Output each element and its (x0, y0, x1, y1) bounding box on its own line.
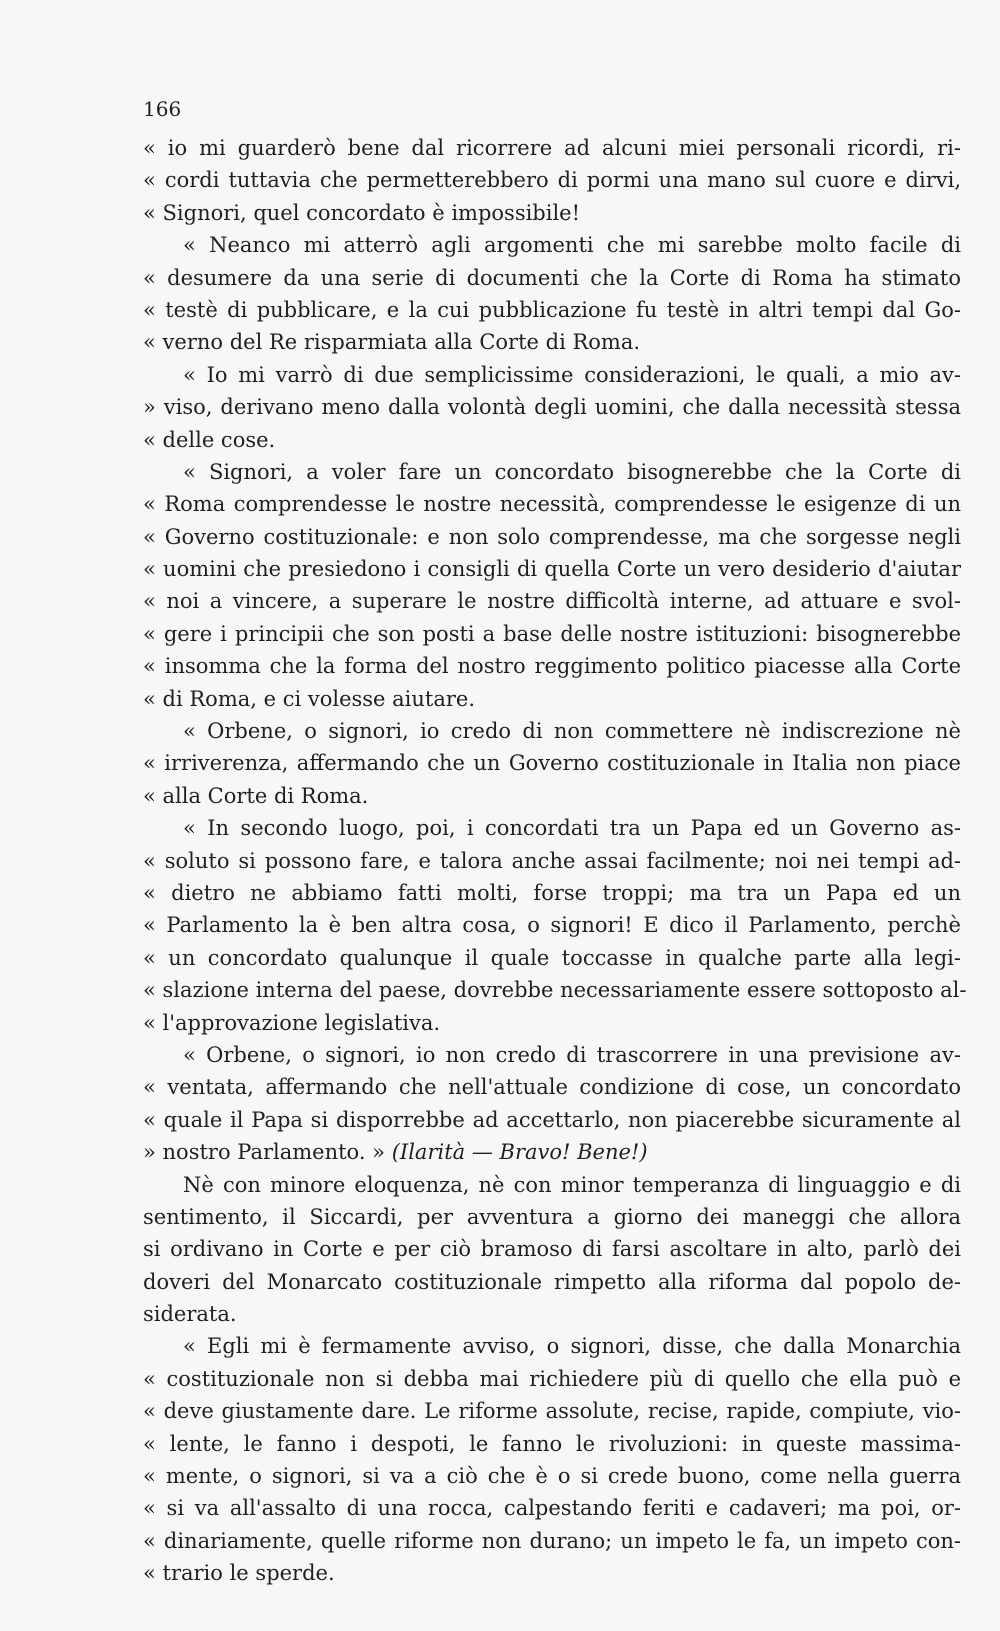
text-line: « delle cose. (143, 427, 276, 452)
text-line: « Orbene, o signori, io credo di non commettere nè indiscrezione nè (183, 719, 961, 744)
text-line: « slazione interna del paese, dovrebbe necessariamente essere sottoposto al- (143, 978, 967, 1003)
text-line: Nè con minore eloquenza, nè con minor temperanza di linguaggio e di (183, 1172, 961, 1197)
page-number: 166 (143, 97, 182, 121)
text-line: « alla Corte di Roma. (143, 783, 369, 808)
text-line: « si va all'assalto di una rocca, calpestando feriti e cadaveri; ma poi, or- (143, 1496, 961, 1521)
text-line: « Roma comprendesse le nostre necessità, comprendesse le esigenze di un (143, 492, 961, 517)
text-line: » viso, derivano meno dalla volontà degli uomini, che dalla necessità stessa (143, 395, 961, 420)
reaction-note: (Ilarità — Bravo! Bene!) (391, 1140, 648, 1165)
text-line: « deve giustamente dare. Le riforme assolute, recise, rapide, compiute, vio- (143, 1399, 961, 1424)
text-line: « Orbene, o signori, io non credo di trascorrere in una previsione av- (183, 1042, 961, 1067)
text-line: « cordi tuttavia che permetterebbero di pormi una mano sul cuore e dirvi, (143, 168, 961, 193)
text-line: « verno del Re risparmiata alla Corte di Roma. (143, 330, 641, 355)
text-line: « Signori, quel concordato è impossibile! (143, 200, 581, 225)
text-line: « dinariamente, quelle riforme non durano; un impeto le fa, un impeto con- (143, 1528, 961, 1553)
text-line: « l'approvazione legislativa. (143, 1010, 441, 1035)
text-line: « io mi guarderò bene dal ricorrere ad alcuni miei personali ricordi, ri- (143, 136, 961, 160)
text-line: « lente, le fanno i despoti, le fanno le rivoluzioni: in queste massima- (143, 1431, 961, 1456)
text-line: « Governo costituzionale: e non solo comprendesse, ma che sorgesse negli (143, 524, 961, 549)
text-line: « ventata, affermando che nell'attuale condizione di cose, un concordato (143, 1075, 961, 1100)
text-line: si ordivano in Corte e per ciò bramoso di farsi ascoltare in alto, parlò dei (143, 1237, 961, 1262)
text-line (143, 1136, 961, 1168)
text-line: « desumere da una serie di documenti che la Corte di Roma ha stimato (143, 265, 961, 290)
text-line: « costituzionale non si debba mai richiedere più di quello che ella può e (143, 1366, 961, 1391)
text-line: « testè di pubblicare, e la cui pubblicazione fu testè in altri tempi dal Go- (143, 297, 961, 322)
text-line: « Parlamento la è ben altra cosa, o signori! E dico il Parlamento, perchè (143, 913, 961, 938)
text-line: « Signori, a voler fare un concordato bisognerebbe che la Corte di (183, 459, 961, 484)
text-line: « irriverenza, affermando che un Governo costituzionale in Italia non piace (143, 751, 961, 776)
quote-end-text: » nostro Parlamento. » (143, 1140, 386, 1165)
text-line: « di Roma, e ci volesse aiutare. (143, 686, 476, 711)
text-line: « un concordato qualunque il quale toccasse in qualche parte alla legi- (143, 945, 961, 970)
text-line: « noi a vincere, a superare le nostre difficoltà interne, ad attuare e svol- (143, 589, 961, 614)
text-line: « Egli mi è fermamente avviso, o signori, disse, che dalla Monarchia (183, 1334, 961, 1359)
text-line: « dietro ne abbiamo fatti molti, forse troppi; ma tra un Papa ed un (143, 880, 961, 905)
text-line: « uomini che presiedono i consigli di quella Corte un vero desiderio d'aiutar (143, 557, 961, 582)
text-line: « mente, o signori, si va a ciò che è o si crede buono, come nella guerra (143, 1464, 961, 1489)
text-line: « gere i principii che son posti a base delle nostre istituzioni: bisognerebbe (143, 621, 961, 646)
body-text (143, 132, 967, 1590)
text-line: « Io mi varrò di due semplicissime considerazioni, le quali, a mio av- (183, 362, 961, 387)
text-line: siderata. (143, 1302, 237, 1327)
text-line: « quale il Papa si disporrebbe ad accettarlo, non piacerebbe sicuramente al (143, 1107, 961, 1132)
text-line: doveri del Monarcato costituzionale rimpetto alla riforma dal popolo de- (143, 1269, 961, 1294)
text-line: « trario le sperde. (143, 1561, 335, 1586)
text-line: « Neanco mi atterrò agli argomenti che mi sarebbe molto facile di (183, 233, 961, 258)
text-line: « In secondo luogo, poi, i concordati tra un Papa ed un Governo as- (183, 816, 961, 841)
text-line: « insomma che la forma del nostro reggimento politico piacesse alla Corte (143, 654, 961, 679)
text-line: sentimento, il Siccardi, per avventura a giorno dei maneggi che allora (143, 1204, 961, 1229)
text-line: « soluto si possono fare, e talora anche assai facilmente; noi nei tempi ad- (143, 848, 961, 873)
